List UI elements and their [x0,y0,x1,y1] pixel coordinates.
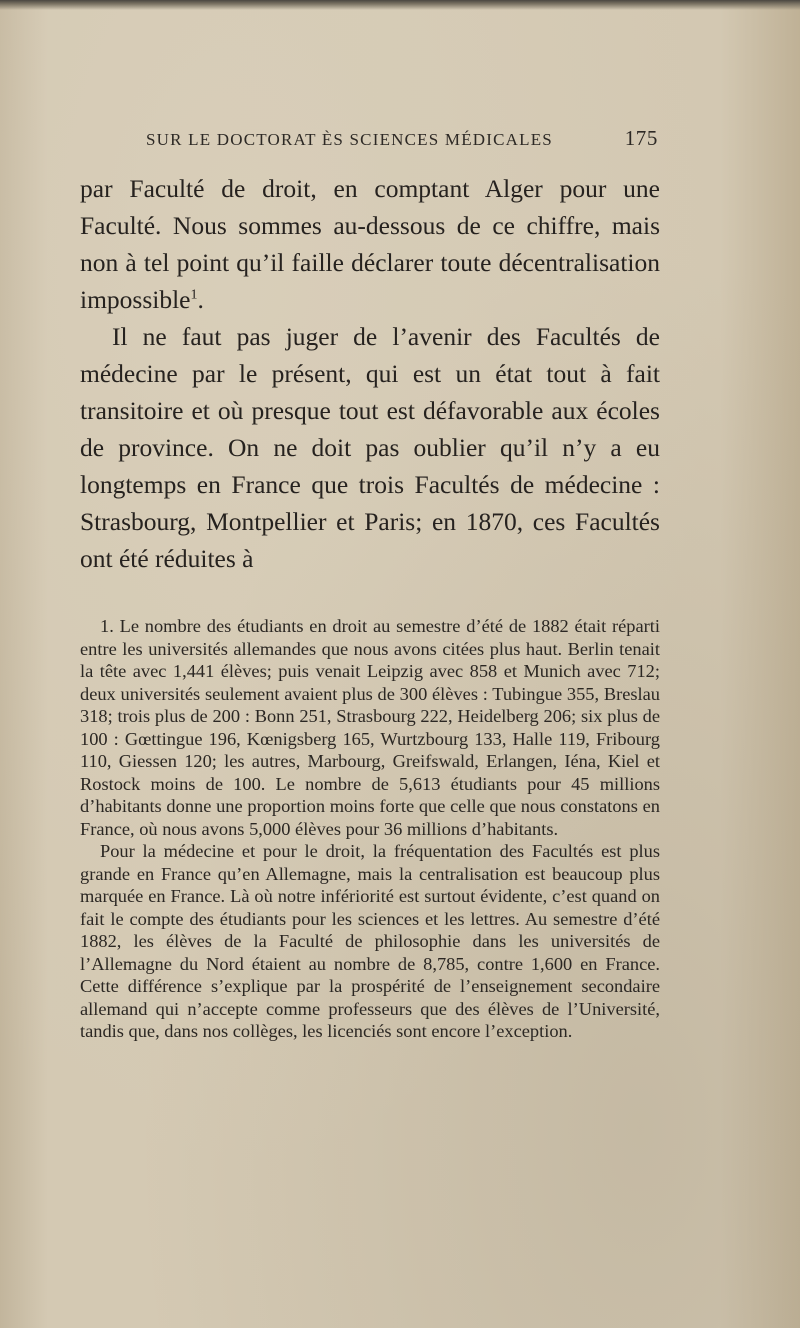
paragraph-1-text: par Faculté de droit, en comptant Alger pour une Faculté. Nous sommes au-dessous de ce chiffre, mais non à tel point qu’il faille déclarer toute décentralisation impossible [80,174,660,314]
paragraph-2: Il ne faut pas juger de l’avenir des Facultés de médecine par le présent, qui est un état tout à fait transitoire et où presque tout est défavorable aux écoles de province. On ne doit pas oublier qu’il n’y a eu longtemps en France que trois Facultés de médecine : Strasbourg, Montpellier et Paris; en 1870, ces Facultés ont été réduites à [80,322,660,573]
footnote-reference: 1 [190,287,198,303]
book-page [80,124,660,1043]
paragraph-1-end: . [197,285,204,314]
page-number: 175 [624,126,658,150]
footnotes [80,615,660,1043]
running-head [80,124,660,160]
paragraph-1 [80,170,660,318]
running-title: SUR LE DOCTORAT ÈS SCIENCES MÉDICALES [146,130,553,149]
footnote-1: 1. Le nombre des étudiants en droit au semestre d’été de 1882 était réparti entre les universités allemandes que nous avons citées plus haut. Berlin tenait la tête avec 1,441 élèves; puis venait Leipzig avec 858 et Munich avec 712; deux universités seulement avaient plus de 300 élèves : Tubingue 355, Breslau 318; trois plus de 200 : Bonn 251, Strasbourg 222, Heidelberg 206; six plus de 100 : Gœttingue 196, Kœnigsberg 165, Wurtzbourg 133, Halle 119, Fribourg 110, Giessen 120; les autres, Marbourg, Greifswald, Erlangen, Iéna, Kiel et Rostock moins de 100. Le nombre de 5,613 étudiants pour 45 millions d’habitants donne une proportion moins forte que celle que nous constatons en France, où nous avons 5,000 élèves pour 36 millions d’habitants. [80,616,660,839]
footnote-continuation: Pour la médecine et pour le droit, la fréquentation des Facultés est plus grande en France qu’en Allemagne, mais la centralisation est beaucoup plus marquée en France. Là où notre infériorité est surtout évidente, c’est quand on fait le compte des étudiants pour les sciences et les lettres. Au semestre d’été 1882, les élèves de la Faculté de philosophie dans les universités de l’Allemagne du Nord étaient au nombre de 8,785, contre 1,600 en France. Cette différence s’explique par la prospérité de l’enseignement secondaire allemand qui n’accepte comme professeurs que des élèves de l’Université, tandis que, dans nos collèges, les licenciés sont encore l’exception. [80,841,660,1041]
main-text [80,170,660,577]
page-top-edge [0,0,800,10]
